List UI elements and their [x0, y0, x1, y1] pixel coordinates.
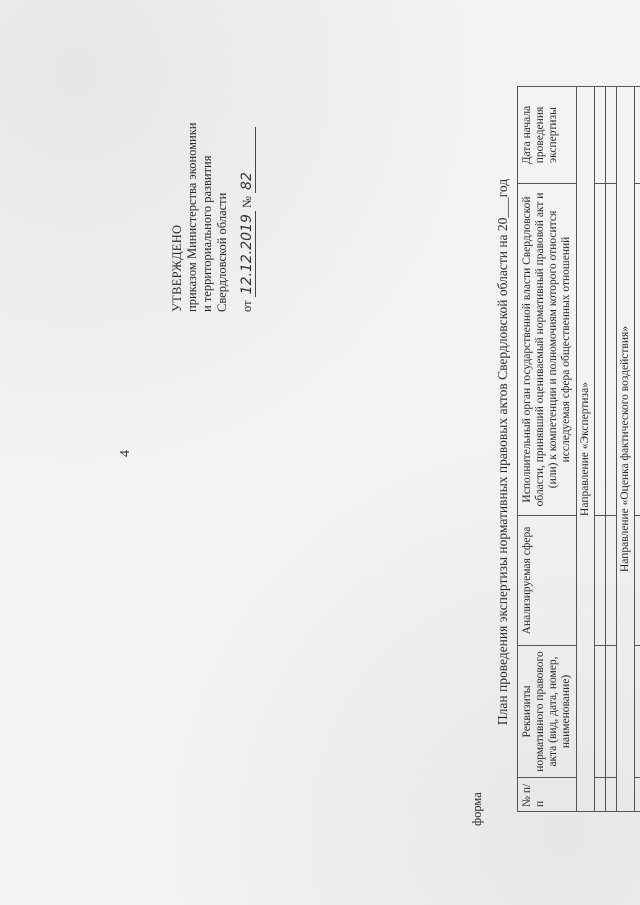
form-label: форма — [470, 792, 484, 826]
header-cell-requisites: Реквизиты нормативного правового акта (вид, дата, номер, наименование) — [518, 646, 577, 778]
approval-date-line — [240, 82, 256, 312]
section-row — [577, 87, 595, 812]
plan-table — [517, 86, 640, 812]
section-title-impact-assessment: Направление «Оценка фактического воздействия» — [617, 87, 635, 812]
section-row — [617, 87, 635, 812]
header-cell-number: № п/п — [518, 778, 577, 812]
approval-line: и территориального развития — [200, 155, 214, 312]
approval-heading: УТВЕРЖДЕНО — [170, 224, 184, 312]
approval-number-handwritten: 82 — [240, 127, 256, 193]
rotated-landscape-sheet — [60, 72, 631, 832]
header-cell-start-date: Дата начала проведения экспертизы — [518, 87, 577, 184]
approval-line: Свердловской области — [215, 192, 229, 312]
table-row — [635, 87, 640, 812]
number-prefix: № — [240, 196, 254, 209]
approval-line: приказом Министерства экономики — [185, 122, 199, 312]
header-cell-sphere: Анализируемая сфера — [518, 516, 577, 646]
date-prefix: от — [240, 300, 254, 312]
page-number: 4 — [118, 450, 133, 457]
header-cell-authority: Исполнительный орган государственной власти Свердловской области, принявший оцениваемый нормативный правовой акт и (или) к компетенции и полномочиям которого относится исследуемая сфера общественных отношений — [518, 184, 577, 516]
table-row — [606, 87, 617, 812]
document-title: План проведения экспертизы нормативных правовых актов Свердловской области на 20___год — [495, 178, 510, 726]
table-row — [595, 87, 606, 812]
table-header-row — [518, 87, 577, 812]
approval-stamp — [170, 82, 256, 312]
approval-date-handwritten: 12.12.2019 — [240, 211, 256, 297]
section-title-expertise: Направление «Экспертиза» — [577, 87, 595, 812]
